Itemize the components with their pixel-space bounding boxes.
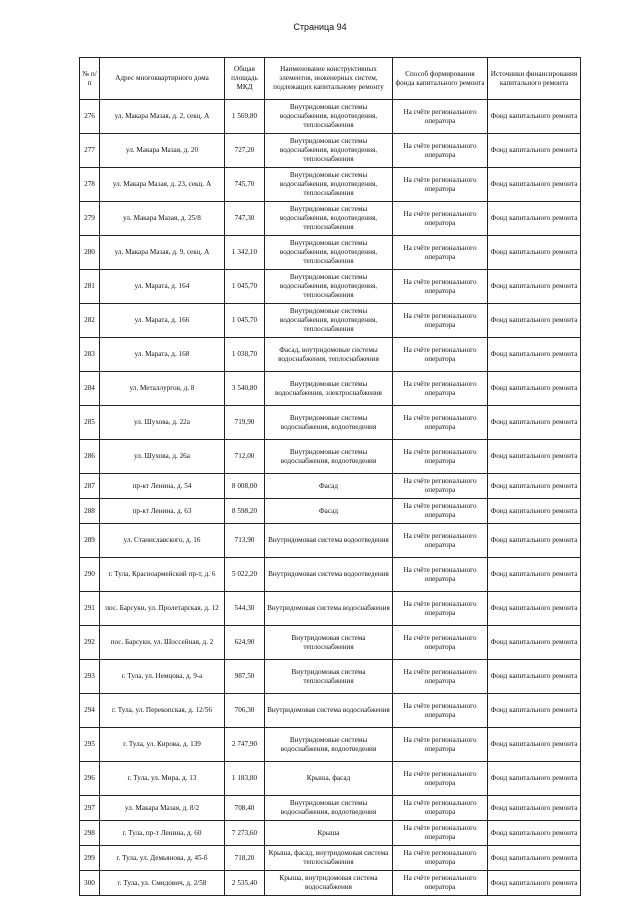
source-cell: Фонд капитального ремонта [488, 338, 581, 372]
header-row [80, 58, 581, 100]
address-cell: г. Тула, ул. Немцова, д. 9-а [100, 660, 225, 694]
method-cell: На счёте регионального оператора [393, 524, 488, 558]
source-cell: Фонд капитального ремонта [488, 626, 581, 660]
works-cell: Внутридомовая система водоотведения [265, 524, 393, 558]
table-header [80, 58, 581, 100]
table-row [80, 202, 581, 236]
address-cell: ул. Макара Мазая, д. 8/2 [100, 796, 225, 821]
method-cell: На счёте регионального оператора [393, 846, 488, 871]
method-cell: На счёте регионального оператора [393, 592, 488, 626]
method-cell: На счёте регионального оператора [393, 694, 488, 728]
source-cell: Фонд капитального ремонта [488, 558, 581, 592]
row-number: 279 [80, 202, 100, 236]
works-cell: Крыша, фасад [265, 762, 393, 796]
works-cell: Внутридомовая система теплоснабжения [265, 660, 393, 694]
table-row [80, 270, 581, 304]
works-cell: Крыша, внутридомовая система водоснабжения [265, 871, 393, 896]
works-cell: Фасад, внутридомовые системы водоснабжения, теплоснабжения [265, 338, 393, 372]
source-cell: Фонд капитального ремонта [488, 270, 581, 304]
row-number: 288 [80, 499, 100, 524]
address-cell: г. Тула, ул. Демьянова, д. 45-б [100, 846, 225, 871]
row-number: 300 [80, 871, 100, 896]
method-cell: На счёте регионального оператора [393, 100, 488, 134]
source-cell: Фонд капитального ремонта [488, 871, 581, 896]
method-cell: На счёте регионального оператора [393, 134, 488, 168]
address-cell: ул. Станиславского, д. 16 [100, 524, 225, 558]
table-row [80, 626, 581, 660]
works-cell: Внутридомовые системы водоснабжения, водоотведения [265, 728, 393, 762]
table-row [80, 134, 581, 168]
table-row [80, 796, 581, 821]
source-cell: Фонд капитального ремонта [488, 372, 581, 406]
address-cell: г. Тула, ул. Кирова, д. 139 [100, 728, 225, 762]
area-cell: 1 045,70 [225, 304, 265, 338]
area-cell: 706,30 [225, 694, 265, 728]
source-cell: Фонд капитального ремонта [488, 440, 581, 474]
row-number: 295 [80, 728, 100, 762]
table-row [80, 372, 581, 406]
method-cell: На счёте регионального оператора [393, 440, 488, 474]
source-cell: Фонд капитального ремонта [488, 304, 581, 338]
works-cell: Внутридомовые системы водоснабжения, водоотведения, теплоснабжения [265, 202, 393, 236]
area-cell: 727,20 [225, 134, 265, 168]
area-cell: 8 598,20 [225, 499, 265, 524]
address-cell: пос. Барсуки, ул. Шоссейная, д. 2 [100, 626, 225, 660]
works-cell: Внутридомовая система водоснабжения [265, 592, 393, 626]
row-number: 291 [80, 592, 100, 626]
area-cell: 1 569,80 [225, 100, 265, 134]
source-cell: Фонд капитального ремонта [488, 474, 581, 499]
method-cell: На счёте регионального оператора [393, 270, 488, 304]
works-cell: Фасад [265, 499, 393, 524]
works-cell: Внутридомовые системы водоснабжения, водоотведения, теплоснабжения [265, 168, 393, 202]
works-cell: Внутридомовые системы водоснабжения, водоотведения, теплоснабжения [265, 304, 393, 338]
source-cell: Фонд капитального ремонта [488, 524, 581, 558]
row-number: 296 [80, 762, 100, 796]
works-cell: Внутридомовые системы водоснабжения, водоотведения [265, 440, 393, 474]
area-cell: 718,20 [225, 846, 265, 871]
address-cell: пр-кт Ленина, д. 54 [100, 474, 225, 499]
source-cell: Фонд капитального ремонта [488, 499, 581, 524]
address-cell: ул. Макара Мазая, д. 9, секц. А [100, 236, 225, 270]
table-row [80, 304, 581, 338]
works-cell: Внутридомовая система теплоснабжения [265, 626, 393, 660]
method-cell: На счёте регионального оператора [393, 304, 488, 338]
area-cell: 745,70 [225, 168, 265, 202]
table-row [80, 660, 581, 694]
area-cell: 1 342,10 [225, 236, 265, 270]
source-cell: Фонд капитального ремонта [488, 660, 581, 694]
method-cell: На счёте регионального оператора [393, 821, 488, 846]
row-number: 292 [80, 626, 100, 660]
area-cell: 5 022,20 [225, 558, 265, 592]
works-cell: Крыша, фасад, внутридомовая система теплоснабжения [265, 846, 393, 871]
table-row [80, 100, 581, 134]
row-number: 284 [80, 372, 100, 406]
table-row [80, 474, 581, 499]
method-cell: На счёте регионального оператора [393, 236, 488, 270]
address-cell: ул. Макара Мазая, д. 23, секц. А [100, 168, 225, 202]
works-cell: Внутридомовые системы водоснабжения, водоотведения, теплоснабжения [265, 270, 393, 304]
method-cell: На счёте регионального оператора [393, 202, 488, 236]
area-cell: 8 008,00 [225, 474, 265, 499]
table-row [80, 558, 581, 592]
row-number: 278 [80, 168, 100, 202]
works-cell: Внутридомовые системы водоснабжения, водоотведения [265, 796, 393, 821]
area-cell: 1 038,70 [225, 338, 265, 372]
area-cell: 624,90 [225, 626, 265, 660]
address-cell: г. Тула, пр-т Ленина, д. 60 [100, 821, 225, 846]
row-number: 290 [80, 558, 100, 592]
page-header: Страница 94 [293, 22, 347, 32]
row-number: 283 [80, 338, 100, 372]
table-row [80, 592, 581, 626]
address-cell: ул. Марата, д. 166 [100, 304, 225, 338]
table-row [80, 524, 581, 558]
column-header-works: Наименование конструктивных элементов, инженерных систем, подлежащих капитальному ремонту [265, 58, 393, 100]
repair-program-table [79, 57, 581, 896]
works-cell: Внутридомовые системы водоснабжения, водоотведения, теплоснабжения [265, 134, 393, 168]
address-cell: г. Тула, Красноармейский пр-т, д. 6 [100, 558, 225, 592]
source-cell: Фонд капитального ремонта [488, 406, 581, 440]
address-cell: пр-кт Ленина, д. 63 [100, 499, 225, 524]
works-cell: Внутридомовые системы водоснабжения, водоотведения, теплоснабжения [265, 236, 393, 270]
column-header-method: Способ формирования фонда капитального ремонта [393, 58, 488, 100]
works-cell: Внутридомовые системы водоснабжения, водоотведения [265, 406, 393, 440]
source-cell: Фонд капитального ремонта [488, 236, 581, 270]
source-cell: Фонд капитального ремонта [488, 202, 581, 236]
row-number: 276 [80, 100, 100, 134]
table-row [80, 440, 581, 474]
area-cell: 1 183,80 [225, 762, 265, 796]
area-cell: 1 045,70 [225, 270, 265, 304]
table-row [80, 821, 581, 846]
address-cell: ул. Шухова, д. 22а [100, 406, 225, 440]
method-cell: На счёте регионального оператора [393, 728, 488, 762]
row-number: 297 [80, 796, 100, 821]
method-cell: На счёте регионального оператора [393, 499, 488, 524]
method-cell: На счёте регионального оператора [393, 762, 488, 796]
row-number: 299 [80, 846, 100, 871]
method-cell: На счёте регионального оператора [393, 871, 488, 896]
table-row [80, 694, 581, 728]
source-cell: Фонд капитального ремонта [488, 168, 581, 202]
table-row [80, 499, 581, 524]
source-cell: Фонд капитального ремонта [488, 846, 581, 871]
address-cell: ул. Марата, д. 168 [100, 338, 225, 372]
area-cell: 987,50 [225, 660, 265, 694]
column-header-area: Общая площадь МКД [225, 58, 265, 100]
table-row [80, 168, 581, 202]
source-cell: Фонд капитального ремонта [488, 134, 581, 168]
address-cell: г. Тула, ул. Смидович, д. 2/58 [100, 871, 225, 896]
row-number: 277 [80, 134, 100, 168]
table-row [80, 236, 581, 270]
column-header-num: № п/п [80, 58, 100, 100]
method-cell: На счёте регионального оператора [393, 626, 488, 660]
area-cell: 2 747,90 [225, 728, 265, 762]
method-cell: На счёте регионального оператора [393, 406, 488, 440]
row-number: 289 [80, 524, 100, 558]
source-cell: Фонд капитального ремонта [488, 694, 581, 728]
row-number: 285 [80, 406, 100, 440]
method-cell: На счёте регионального оператора [393, 796, 488, 821]
method-cell: На счёте регионального оператора [393, 168, 488, 202]
address-cell: г. Тула, ул. Мира, д. 13 [100, 762, 225, 796]
method-cell: На счёте регионального оператора [393, 558, 488, 592]
works-cell: Внутридомовые системы водоснабжения, водоотведения, теплоснабжения [265, 100, 393, 134]
table-row [80, 871, 581, 896]
area-cell: 544,30 [225, 592, 265, 626]
row-number: 294 [80, 694, 100, 728]
address-cell: пос. Барсуки, ул. Пролетарская, д. 12 [100, 592, 225, 626]
source-cell: Фонд капитального ремонта [488, 762, 581, 796]
row-number: 293 [80, 660, 100, 694]
address-cell: ул. Макара Мазая, д. 2, секц. А [100, 100, 225, 134]
row-number: 298 [80, 821, 100, 846]
method-cell: На счёте регионального оператора [393, 660, 488, 694]
source-cell: Фонд капитального ремонта [488, 100, 581, 134]
area-cell: 747,30 [225, 202, 265, 236]
table-row [80, 338, 581, 372]
area-cell: 7 273,60 [225, 821, 265, 846]
row-number: 286 [80, 440, 100, 474]
area-cell: 713,90 [225, 524, 265, 558]
source-cell: Фонд капитального ремонта [488, 728, 581, 762]
works-cell: Внутридомовая система водоснабжения [265, 694, 393, 728]
area-cell: 712,00 [225, 440, 265, 474]
method-cell: На счёте регионального оператора [393, 474, 488, 499]
area-cell: 2 535,40 [225, 871, 265, 896]
source-cell: Фонд капитального ремонта [488, 796, 581, 821]
method-cell: На счёте регионального оператора [393, 338, 488, 372]
table-row [80, 846, 581, 871]
area-cell: 708,40 [225, 796, 265, 821]
address-cell: ул. Марата, д. 164 [100, 270, 225, 304]
table-row [80, 728, 581, 762]
row-number: 282 [80, 304, 100, 338]
address-cell: ул. Шухова, д. 26а [100, 440, 225, 474]
address-cell: ул. Макара Мазая, д. 25/8 [100, 202, 225, 236]
table-body [80, 100, 581, 896]
method-cell: На счёте регионального оператора [393, 372, 488, 406]
address-cell: ул. Макара Мазая, д. 20 [100, 134, 225, 168]
address-cell: г. Тула, ул. Перекопская, д. 12/56 [100, 694, 225, 728]
area-cell: 3 540,80 [225, 372, 265, 406]
area-cell: 719,90 [225, 406, 265, 440]
table-row [80, 406, 581, 440]
table-row [80, 762, 581, 796]
works-cell: Внутридомовые системы водоснабжения, электроснабжения [265, 372, 393, 406]
address-cell: ул. Металлургов, д. 8 [100, 372, 225, 406]
row-number: 281 [80, 270, 100, 304]
works-cell: Крыша [265, 821, 393, 846]
works-cell: Внутридомовая система водоотведения [265, 558, 393, 592]
column-header-source: Источники финансирования капитального ремонта [488, 58, 581, 100]
row-number: 280 [80, 236, 100, 270]
column-header-address: Адрес многоквартирного дома [100, 58, 225, 100]
works-cell: Фасад [265, 474, 393, 499]
source-cell: Фонд капитального ремонта [488, 821, 581, 846]
source-cell: Фонд капитального ремонта [488, 592, 581, 626]
row-number: 287 [80, 474, 100, 499]
